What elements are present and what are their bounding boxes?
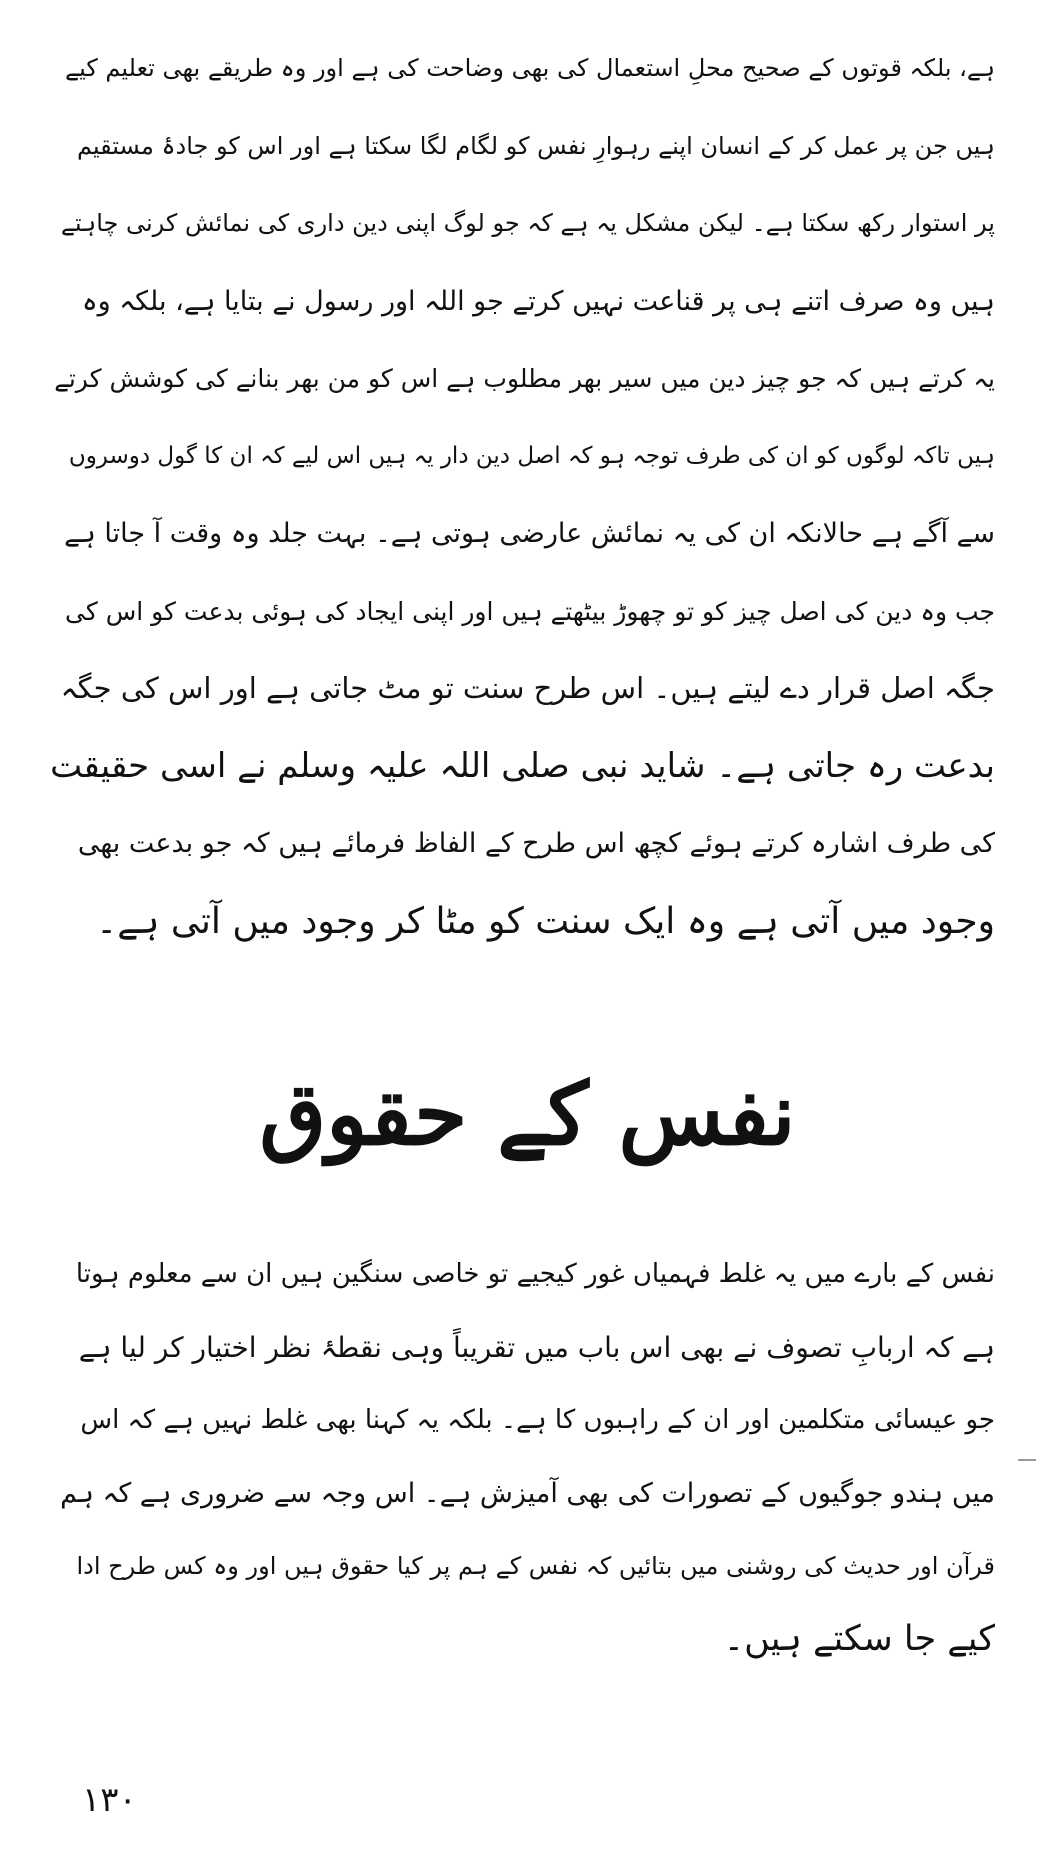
text-line: پر استوار رکھ سکتا ہے۔ لیکن مشکل یہ ہے کہ جو لوگ اپنی دین داری کی نمائش کرنی چاہتے bbox=[60, 209, 995, 237]
text-line: ہے کہ اربابِ تصوف نے بھی اس باب میں تقریباً وہی نقطۂ نظر اختیار کر لیا ہے bbox=[78, 1331, 995, 1364]
text-line: کی طرف اشارہ کرتے ہوئے کچھ اس طرح کے الفاظ فرمائے ہیں کہ جو بدعت بھی bbox=[77, 828, 995, 859]
text-line: جو عیسائی متکلمین اور ان کے راہبوں کا ہے۔ بلکہ یہ کہنا بھی غلط نہیں ہے کہ اس bbox=[80, 1405, 995, 1435]
text-line: نفس کے بارے میں یہ غلط فہمیاں غور کیجیے تو خاصی سنگین ہیں ان سے معلوم ہوتا bbox=[75, 1259, 995, 1289]
text-line: بدعت رہ جاتی ہے۔ شاید نبی صلی اللہ علیہ وسلم نے اسی حقیقت bbox=[50, 745, 995, 786]
text-line: جگہ اصل قرار دے لیتے ہیں۔ اس طرح سنت تو مٹ جاتی ہے اور اس کی جگہ bbox=[60, 671, 995, 705]
text-line: قرآن اور حدیث کی روشنی میں بتائیں کہ نفس کے ہم پر کیا حقوق ہیں اور وہ کس طرح ادا bbox=[76, 1552, 995, 1580]
margin-mark bbox=[1018, 1459, 1036, 1461]
text-line: ہیں وہ صرف اتنے ہی پر قناعت نہیں کرتے جو اللہ اور رسول نے بتایا ہے، بلکہ وہ bbox=[81, 285, 995, 317]
text-line: وجود میں آتی ہے وہ ایک سنت کو مٹا کر وجود میں آتی ہے۔ bbox=[96, 900, 995, 942]
bottom-paragraph bbox=[50, 1238, 995, 1676]
page-number: ۱۳۰ bbox=[82, 1780, 137, 1820]
top-paragraph bbox=[50, 30, 995, 960]
text-line: ہے، بلکہ قوتوں کے صحیح محلِ استعمال کی بھی وضاحت کی ہے اور وہ طریقے بھی تعلیم کیے bbox=[65, 54, 995, 82]
text-line: جب وہ دین کی اصل چیز کو تو چھوڑ بیٹھتے ہیں اور اپنی ایجاد کی ہوئی بدعت کو اس کی bbox=[65, 596, 995, 626]
text-line: ہیں تاکہ لوگوں کو ان کی طرف توجہ ہو کہ اصل دین دار یہ ہیں اس لیے کہ ان کا گول دوسروں bbox=[68, 442, 995, 469]
text-line: میں ہندو جوگیوں کے تصورات کی بھی آمیزش ہے۔ اس وجہ سے ضروری ہے کہ ہم bbox=[60, 1478, 995, 1509]
text-line: سے آگے ہے حالانکہ ان کی یہ نمائش عارضی ہوتی ہے۔ بہت جلد وہ وقت آ جاتا ہے bbox=[64, 518, 995, 549]
section-heading: نفس کے حقوق bbox=[259, 1064, 796, 1165]
text-line: کیے جا سکتے ہیں۔ bbox=[723, 1619, 995, 1659]
text-line: یہ کرتے ہیں کہ جو چیز دین میں سیر بھر مطلوب ہے اس کو من بھر بنانے کی کوشش کرتے bbox=[54, 364, 995, 393]
text-line: ہیں جن پر عمل کر کے انسان اپنے رہوارِ نفس کو لگام لگا سکتا ہے اور اس کو جادۂ مستقیم bbox=[76, 131, 995, 160]
